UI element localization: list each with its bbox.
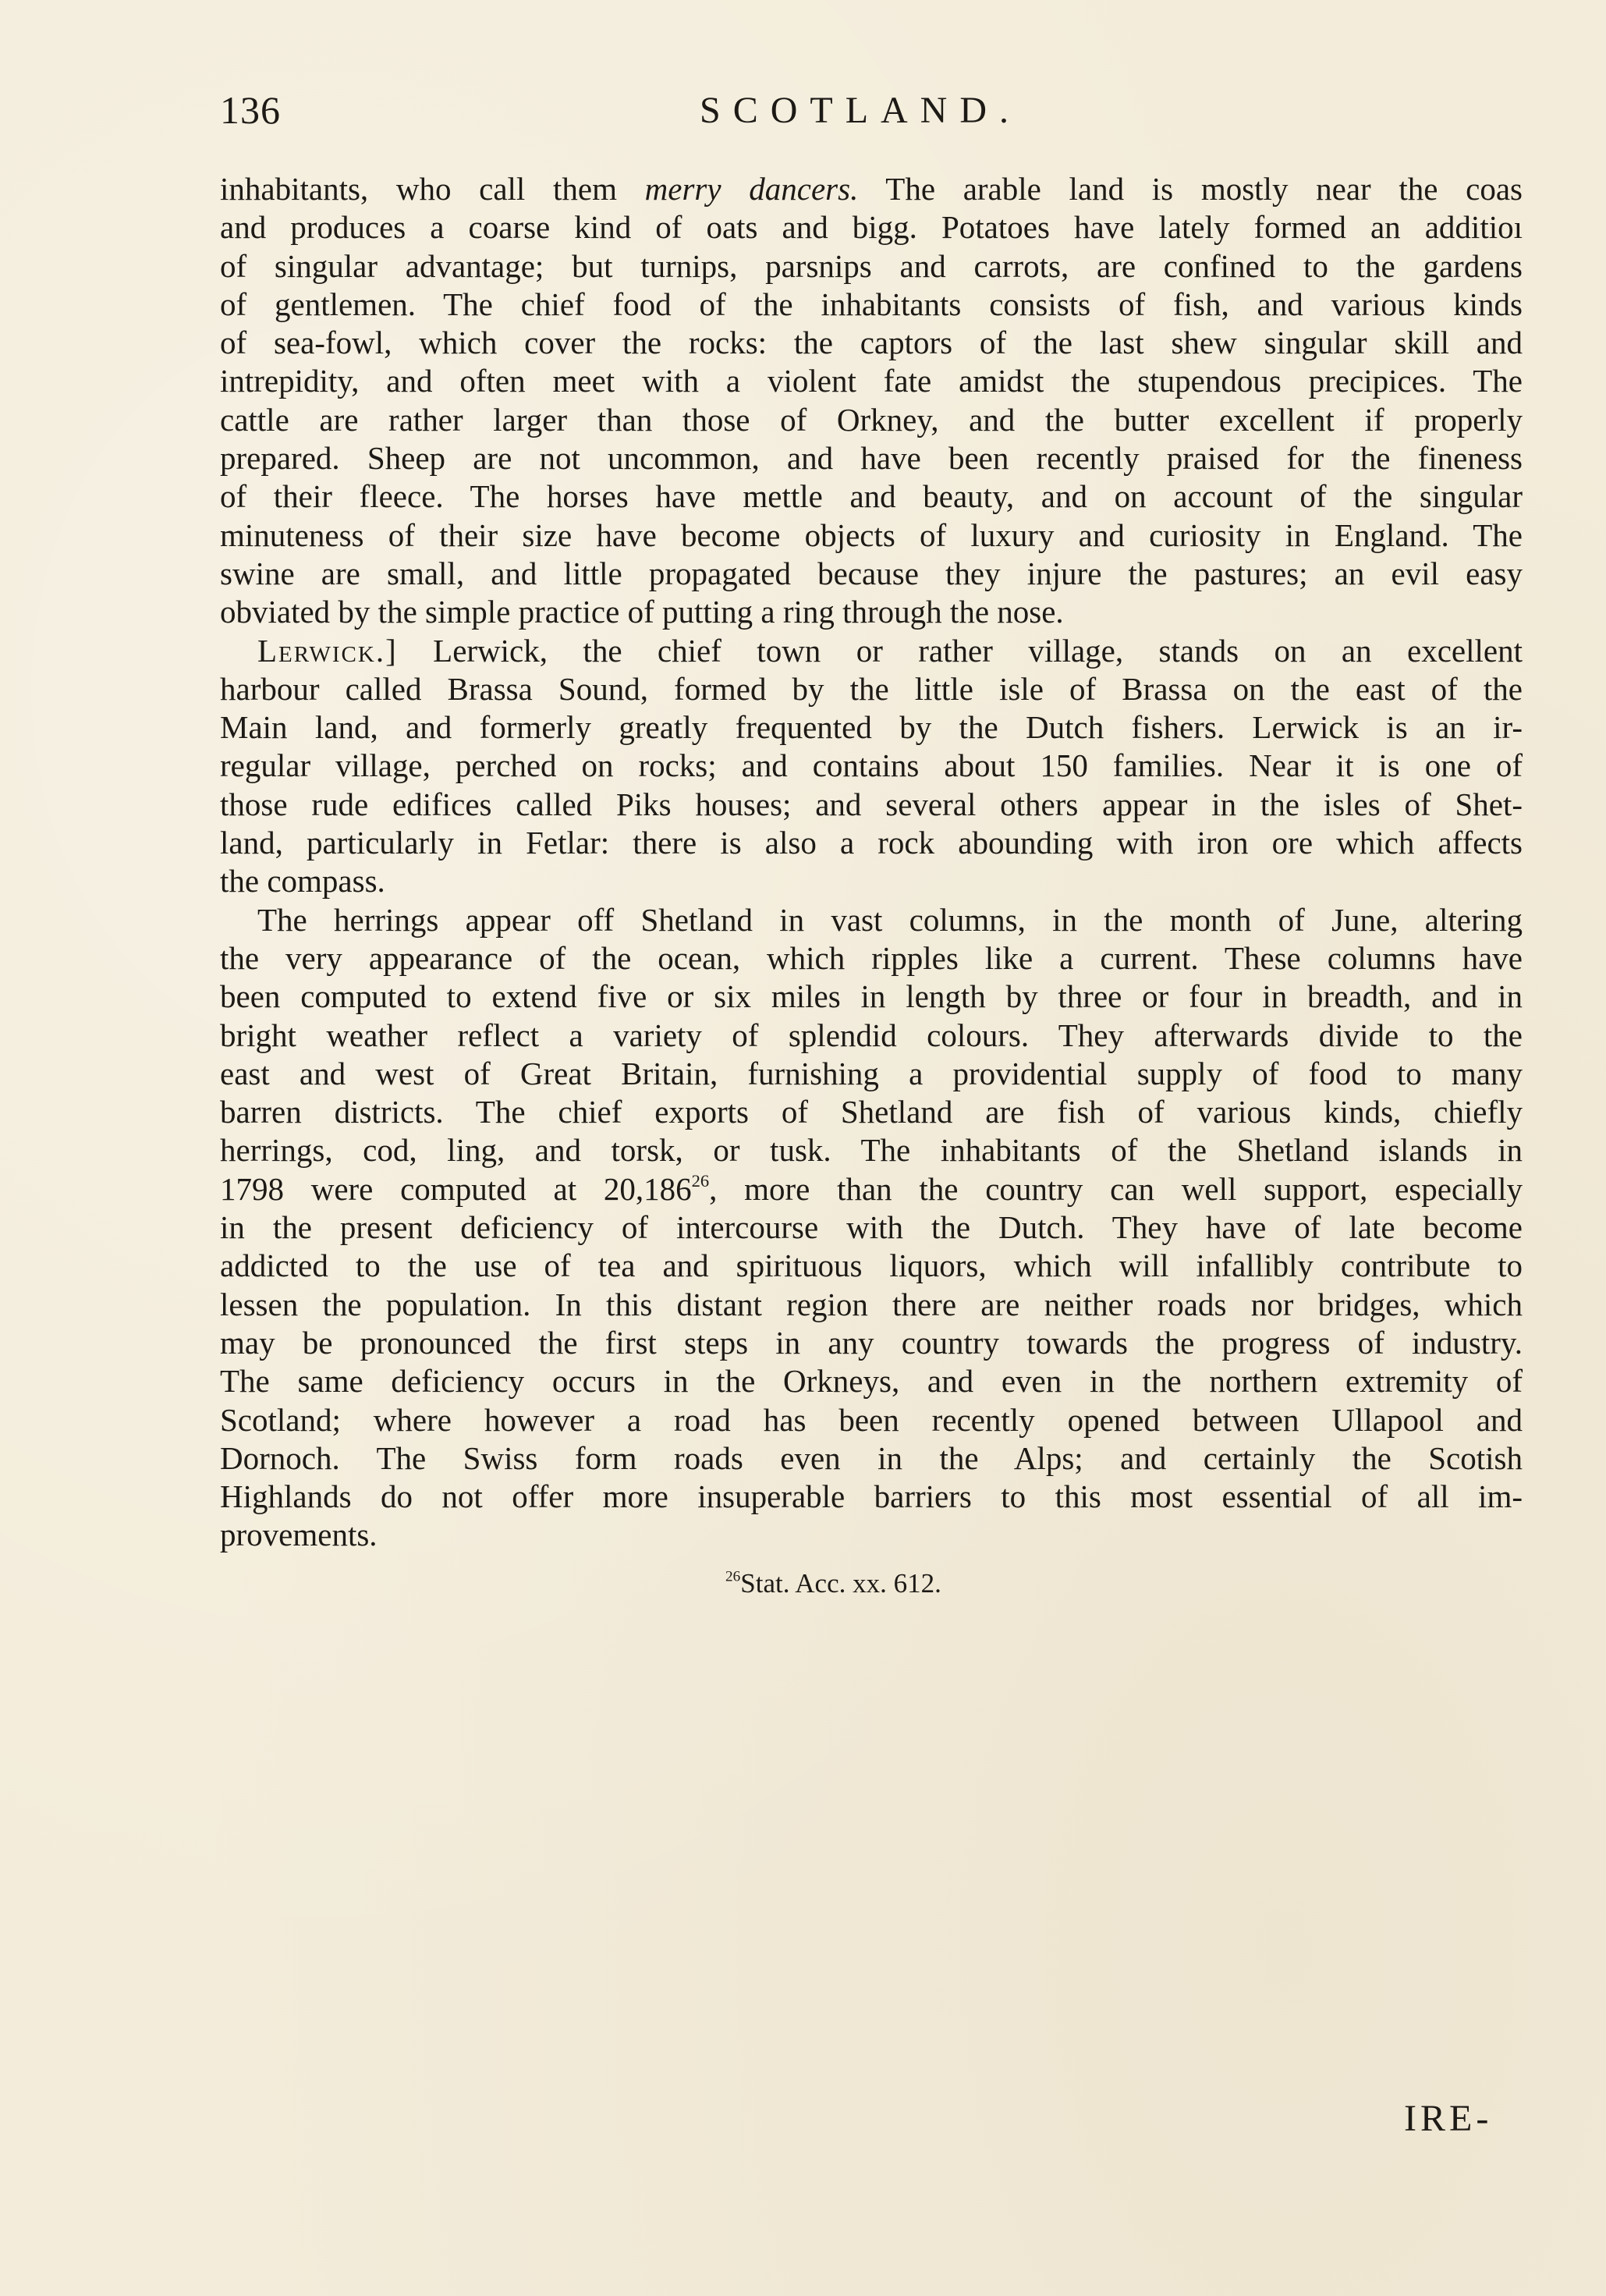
text-line: Lerwick.] Lerwick, the chief town or rather village, stands on an excellent xyxy=(257,632,1523,669)
footnote-text: Stat. Acc. xx. 612. xyxy=(740,1568,941,1599)
text-line: The herrings appear off Shetland in vast columns, in the month of June, altering xyxy=(257,901,1523,938)
text-line: 1798 were computed at 20,186$^{26}$, more than the country can well support, especially xyxy=(220,1170,1523,1207)
text-line: barren districts. The chief exports of Shetland are fish of various kinds, chiefly xyxy=(220,1094,1523,1130)
text-line: the very appearance of the ocean, which ripples like a current. These columns have xyxy=(220,939,1523,976)
text-line: and produces a coarse kind of oats and bigg. Potatoes have lately formed an additioı xyxy=(220,209,1523,246)
text-line: provements. xyxy=(220,1517,378,1553)
text-line: minuteness of their size have become objects of luxury and curiosity in England. The xyxy=(220,516,1523,553)
text-line: of singular advantage; but turnips, parsnips and carrots, are confined to the gardens xyxy=(220,247,1523,284)
text-line: The same deficiency occurs in the Orkneys, and even in the northern extremity of xyxy=(220,1363,1523,1400)
text-line: bright weather reflect a variety of splendid colours. They afterwards divide to the xyxy=(220,1017,1523,1053)
footnote xyxy=(725,1568,941,1599)
text-line: land, particularly in Fetlar: there is also a rock abounding with iron ore which affects xyxy=(220,825,1523,861)
text-line: cattle are rather larger than those of Orkney, and the butter excellent if properly xyxy=(220,401,1523,438)
text-line: of gentlemen. The chief food of the inhabitants consists of fish, and various kinds xyxy=(220,286,1523,322)
text-line: harbour called Brassa Sound, formed by the little isle of Brassa on the east of the xyxy=(220,670,1523,707)
text-line: Dornoch. The Swiss form roads even in the Alps; and certainly the Scotish xyxy=(220,1439,1523,1476)
text-line: addicted to the use of tea and spirituous liquors, which will infallibly contribute to xyxy=(220,1247,1523,1284)
footnote-reference: 26 xyxy=(691,1170,710,1191)
body-text xyxy=(220,170,1523,1555)
text-line: in the present deficiency of intercourse with the Dutch. They have of late become xyxy=(220,1209,1523,1246)
page-number: 136 xyxy=(220,88,281,132)
text-line: lessen the population. In this distant region there are neither roads nor bridges, which xyxy=(220,1286,1523,1322)
text-line: regular village, perched on rocks; and contains about 150 families. Near it is one of xyxy=(220,747,1523,784)
text-line: the compass. xyxy=(220,863,385,900)
text-line: been computed to extend five or six miles in length by three or four in breadth, and in xyxy=(220,978,1523,1015)
text-line: herrings, cod, ling, and torsk, or tusk. The inhabitants of the Shetland islands in xyxy=(220,1132,1523,1169)
text-line: prepared. Sheep are not uncommon, and have been recently praised for the fineness xyxy=(220,440,1523,477)
text-line: of their fleece. The horses have mettle and beauty, and on account of the singular xyxy=(220,478,1523,515)
text-line: east and west of Great Britain, furnishing a providential supply of food to many xyxy=(220,1055,1523,1091)
footnote-marker: 26 xyxy=(725,1568,741,1585)
text-line: Scotland; where however a road has been recently opened between Ullapool and xyxy=(220,1401,1523,1438)
text-line: those rude edifices called Piks houses; and several others appear in the isles of Shet- xyxy=(220,786,1523,822)
italic-phrase: merry dancers. xyxy=(644,171,859,207)
population-figure: 20,186 xyxy=(603,1170,692,1207)
text-line: Highlands do not offer more insuperable barriers to this most essential of all im- xyxy=(220,1478,1523,1515)
text-line: swine are small, and little propagated because they injure the pastures; an evil easy xyxy=(220,555,1523,591)
text-line: may be pronounced the first steps in any country towards the progress of industry. xyxy=(220,1324,1523,1361)
text-line: obviated by the simple practice of putting a ring through the nose. xyxy=(220,594,1064,630)
running-title: SCOTLAND. xyxy=(700,90,1022,131)
text-line: inhabitants, who call them merry dancers. The arable land is mostly near the coas xyxy=(220,171,1523,207)
text-line: of sea-fowl, which cover the rocks: the captors of the last shew singular skill and xyxy=(220,325,1523,361)
catchword: IRE- xyxy=(1404,2098,1493,2139)
text-line: intrepidity, and often meet with a violent fate amidst the stupendous precipices. The xyxy=(220,363,1523,399)
text-line: Main land, and formerly greatly frequented by the Dutch fishers. Lerwick is an ir- xyxy=(220,709,1523,746)
side-heading: Lerwick.] xyxy=(257,632,398,669)
running-head xyxy=(220,87,1523,142)
